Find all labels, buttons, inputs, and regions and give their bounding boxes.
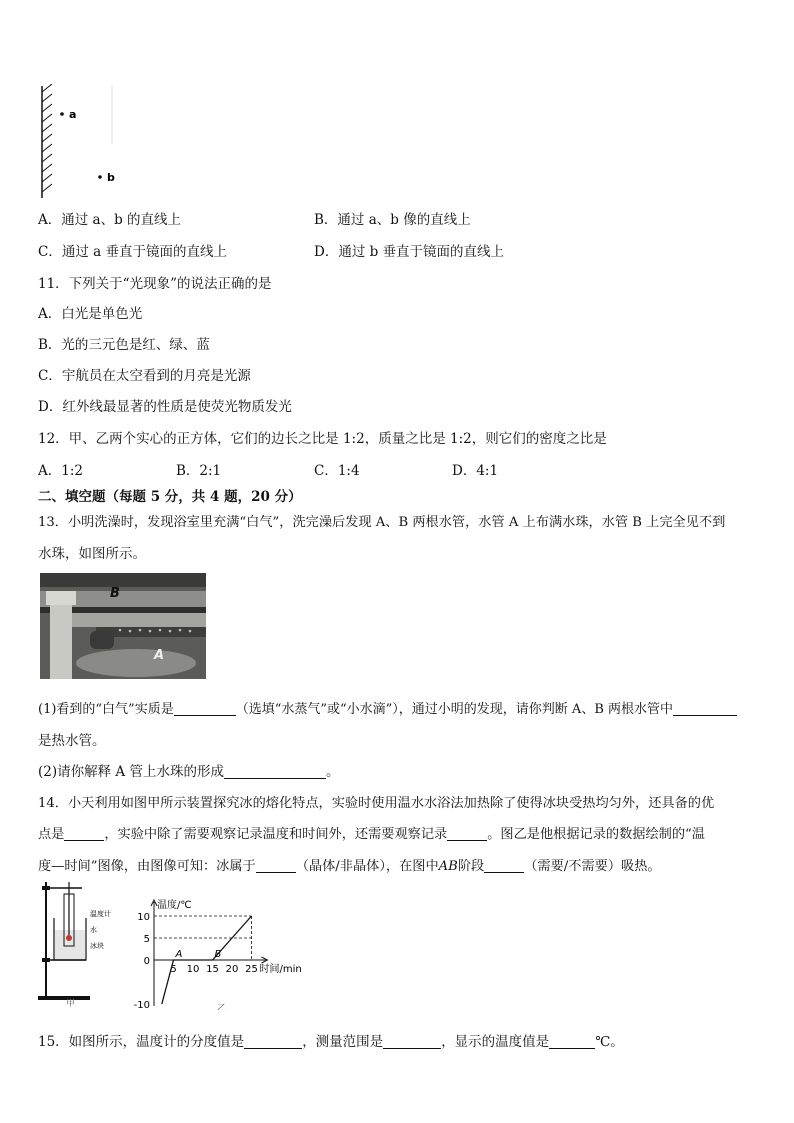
q14-line3-text-d: （需要/不需要）吸热。 (524, 859, 661, 874)
q14-line1: 14．小天利用如图甲所示装置探究冰的熔化特点，实验时使用温水水浴法加热除了使得冰块受热均匀外，还具备的优 (38, 796, 715, 811)
q12-option-a: A．1:2 (38, 463, 83, 479)
q14-blank-4[interactable] (484, 858, 524, 873)
q13-part1-text-a: (1)看到的“白气”实质是 (38, 702, 174, 717)
thermometer-bulb (66, 935, 72, 941)
q12-option-b: B．2:1 (176, 463, 222, 479)
y-tick-label: 10 (137, 912, 150, 923)
q15-text-a: 15．如图所示，温度计的分度值是 (38, 1034, 245, 1050)
q10-option-c: C．通过 a 垂直于镜面的直线上 (38, 244, 227, 260)
q14-line3 (38, 855, 661, 874)
x-tick-label: 5 (170, 964, 177, 975)
q14-blank-2[interactable] (447, 826, 487, 841)
q13-stem-line1: 13．小明洗澡时，发现浴室里充满“白气”，洗完澡后发现 A、B 两根水管，水管 A 上布满水珠，水管 B 上完全见不到 (38, 515, 726, 530)
x-tick-label: 15 (206, 964, 219, 975)
y-tick-label: -10 (133, 1000, 150, 1010)
q14-line3-text-a: 度—时间”图像，由图像可知：冰属于 (38, 859, 256, 874)
y-tick-label: 0 (143, 956, 150, 967)
q10-option-d: D．通过 b 垂直于镜面的直线上 (314, 244, 505, 260)
point-label: B (214, 949, 222, 960)
q14-line3-text-c: 阶段 (457, 859, 485, 874)
x-tick-label: 20 (225, 964, 239, 975)
q14-line2-text-c: 。图乙是他根据记录的数据绘制的“温 (487, 827, 705, 842)
x-tick-label: 25 (245, 964, 258, 975)
photo-label-a: A (154, 648, 165, 663)
point-b-dot (98, 175, 102, 179)
stand-base (38, 996, 90, 1000)
q13-blank-2[interactable] (673, 701, 737, 716)
q11-option-a: A．白光是单色光 (38, 306, 143, 322)
q14-line3-text-b: （晶体/非晶体），在图中 (295, 859, 439, 874)
q13-stem-line2: 水珠，如图所示。 (38, 546, 146, 562)
q14-blank-3[interactable] (256, 858, 296, 873)
q13-blank-1[interactable] (174, 701, 236, 716)
q13-part1-text-c: 是热水管。 (38, 733, 106, 749)
mirror-svg (38, 84, 158, 200)
mirror-hatching (42, 84, 52, 192)
q15-text-d: ℃。 (595, 1034, 624, 1050)
q12-option-d: D．4:1 (452, 463, 499, 479)
q12-option-c: C．1:4 (314, 463, 360, 479)
q14-blank-1[interactable] (64, 826, 104, 841)
q15-blank-1[interactable] (244, 1034, 302, 1049)
q15-text-c: ，显示的温度值是 (441, 1034, 550, 1050)
q10-option-b: B．通过 a、b 像的直线上 (314, 212, 471, 228)
q13-blank-3[interactable] (224, 764, 326, 779)
y-axis-label: 温度/℃ (157, 900, 192, 911)
chart-svg (116, 876, 312, 1010)
x-tick-label: 10 (186, 964, 200, 975)
temp-time-chart (116, 876, 312, 1010)
q15-text-b: ，测量范围是 (302, 1034, 384, 1050)
section-title: 二、填空题（每题 5 分，共 4 题，20 分） (38, 489, 302, 505)
pipes-photo-svg (40, 573, 206, 679)
q13-part2-text-b: 。 (325, 764, 340, 780)
photo-label-b: B (110, 586, 120, 601)
mirror-figure (38, 84, 158, 200)
q13-part2-text-a: (2)请你解释 A 管上水珠的形成 (38, 764, 224, 780)
q15-line (38, 1030, 624, 1050)
pipes-photo (40, 573, 206, 679)
label-thermometer: 温度计 (90, 910, 111, 918)
label-ice: 冰块 (90, 942, 104, 950)
y-tick-label: 5 (143, 934, 150, 945)
q15-blank-2[interactable] (383, 1034, 441, 1049)
point-label: A (175, 949, 183, 960)
q12-stem: 12．甲、乙两个实心的正方体，它们的边长之比是 1:2，质量之比是 1:2，则它们的密度之比是 (38, 431, 607, 447)
q11-option-b: B．光的三元色是红、绿、蓝 (38, 337, 210, 353)
q11-option-d: D．红外线最显著的性质是使荧光物质发光 (38, 399, 292, 415)
q10-option-a: A．通过 a、b 的直线上 (38, 212, 182, 228)
q14-line2 (38, 823, 705, 842)
q14-line2-text-a: 点是 (38, 827, 65, 842)
label-water: 水 (90, 926, 97, 934)
caption-jia: 甲 (66, 999, 76, 1008)
q15-blank-3[interactable] (549, 1034, 595, 1049)
beaker-water (55, 930, 85, 959)
point-a-dot (60, 112, 64, 116)
chart-caption: 乙 (216, 1004, 227, 1010)
q13-part1 (38, 698, 737, 717)
q14-line2-text-b: ，实验中除了需要观察记录温度和时间外，还需要观察记录 (104, 827, 448, 842)
point-b-label: b (107, 171, 115, 184)
q13-part2 (38, 760, 339, 780)
q11-stem: 11．下列关于“光现象”的说法正确的是 (38, 276, 272, 292)
q14-line3-ab: AB (438, 859, 458, 874)
point-a-label: a (69, 108, 77, 121)
q11-option-c: C．宇航员在太空看到的月亮是光源 (38, 368, 251, 384)
x-axis-label: 时间/min (259, 964, 302, 975)
q13-part1-text-b: （选填“水蒸气”或“小水滴”），通过小明的发现，请你判断 A、B 两根水管中 (235, 702, 674, 717)
